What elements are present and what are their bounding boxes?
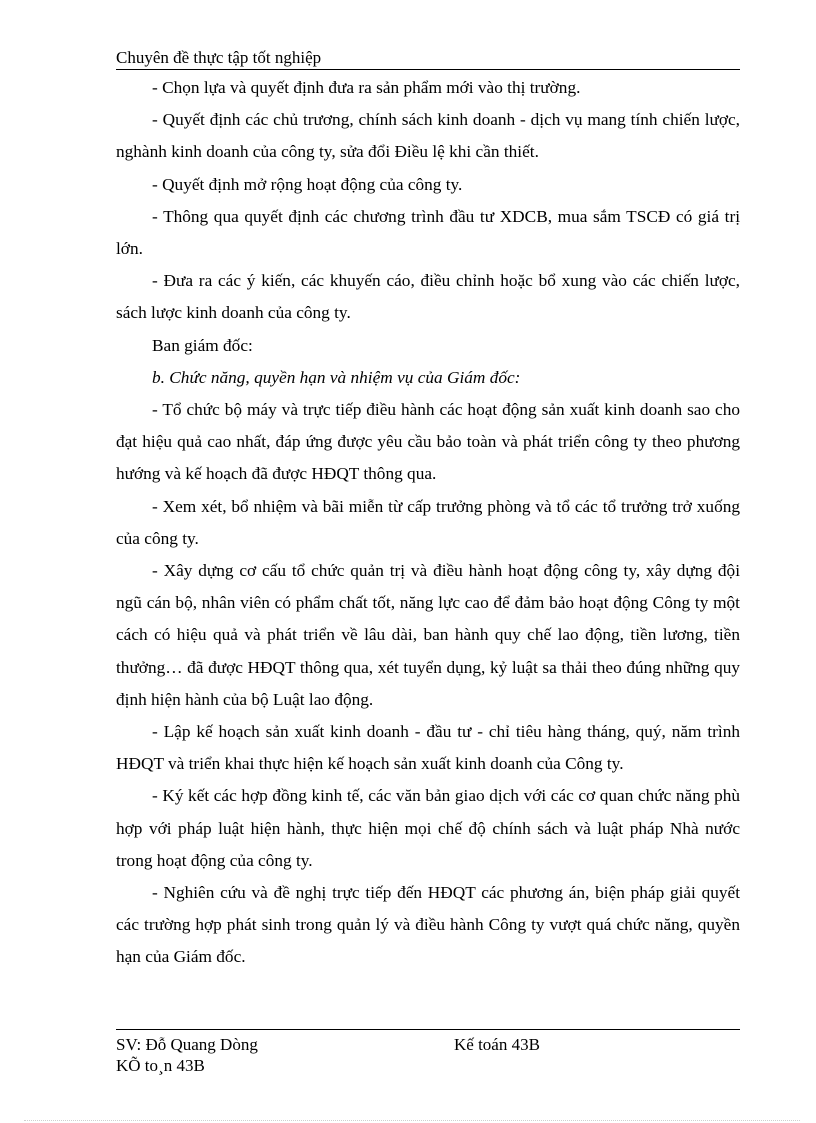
paragraph: - Lập kế hoạch sản xuất kinh doanh - đầu tư - chỉ tiêu hàng tháng, quý, năm trình HĐQT và triển khai thực hiện kế hoạch sản xuất kinh doanh của Công ty. bbox=[116, 722, 740, 774]
paragraph: - Quyết định mở rộng hoạt động của công ty. bbox=[152, 174, 463, 194]
header-title: Chuyên đề thực tập tốt nghiệp bbox=[116, 48, 322, 67]
footer-divider bbox=[116, 1029, 740, 1030]
document-body bbox=[116, 72, 740, 974]
paragraph: - Đưa ra các ý kiến, các khuyến cáo, điều chỉnh hoặc bổ xung vào các chiến lược, sách lược kinh doanh của công ty. bbox=[116, 271, 740, 323]
paragraph: - Tổ chức bộ máy và trực tiếp điều hành các hoạt động sản xuất kinh doanh sao cho đạt hiệu quả cao nhất, đáp ứng được yêu cầu bảo toàn và phát triển công ty theo phương hướng và kế hoạch đã được HĐQT thông qua. bbox=[116, 400, 740, 484]
footer-class-encoded: KÕ to¸n 43B bbox=[116, 1056, 205, 1075]
page-header bbox=[116, 48, 740, 70]
footer-student: SV: Đỗ Quang Dòng bbox=[116, 1035, 258, 1054]
paragraph: - Ký kết các hợp đồng kinh tế, các văn bản giao dịch với các cơ quan chức năng phù hợp với pháp luật hiện hành, thực hiện mọi chế độ chính sách và luật pháp Nhà nước trong hoạt động của công ty. bbox=[116, 786, 740, 870]
paragraph: - Xây dựng cơ cấu tổ chức quản trị và điều hành hoạt động công ty, xây dựng đội ngũ cán bộ, nhân viên có phẩm chất tốt, năng lực cao để đảm bảo hoạt động Công ty một cách có hiệu quả và phát triển về lâu dài, ban hành quy chế lao động, tiền lương, tiền thưởng… đã được HĐQT thông qua, xét tuyển dụng, kỷ luật sa thải theo đúng những quy định hiện hành của bộ Luật lao động. bbox=[116, 561, 740, 709]
paragraph: - Nghiên cứu và đề nghị trực tiếp đến HĐQT các phương án, biện pháp giải quyết các trường hợp phát sinh trong quản lý và điều hành Công ty vượt quá chức năng, quyền hạn của Giám đốc. bbox=[116, 883, 740, 967]
paragraph: - Xem xét, bổ nhiệm và bãi miễn từ cấp trưởng phòng và tổ các tổ trưởng trở xuống của công ty. bbox=[116, 496, 740, 548]
paragraph: - Chọn lựa và quyết định đưa ra sản phẩm mới vào thị trường. bbox=[152, 78, 581, 97]
paragraph: - Thông qua quyết định các chương trình đầu tư XDCB, mua sắm TSCĐ có giá trị lớn. bbox=[116, 206, 740, 259]
section-heading: b. Chức năng, quyền hạn và nhiệm vụ của Giám đốc: bbox=[152, 367, 521, 387]
page-footer bbox=[116, 1034, 740, 1076]
paragraph: - Quyết định các chủ trương, chính sách kinh doanh - dịch vụ mang tính chiến lược, nghành kinh doanh của công ty, sửa đổi Điều lệ khi cần thiết. bbox=[116, 110, 740, 162]
section-label: Ban giám đốc: bbox=[152, 335, 253, 355]
page-bottom-edge bbox=[24, 1120, 800, 1121]
footer-class: Kế toán 43B bbox=[454, 1035, 540, 1054]
